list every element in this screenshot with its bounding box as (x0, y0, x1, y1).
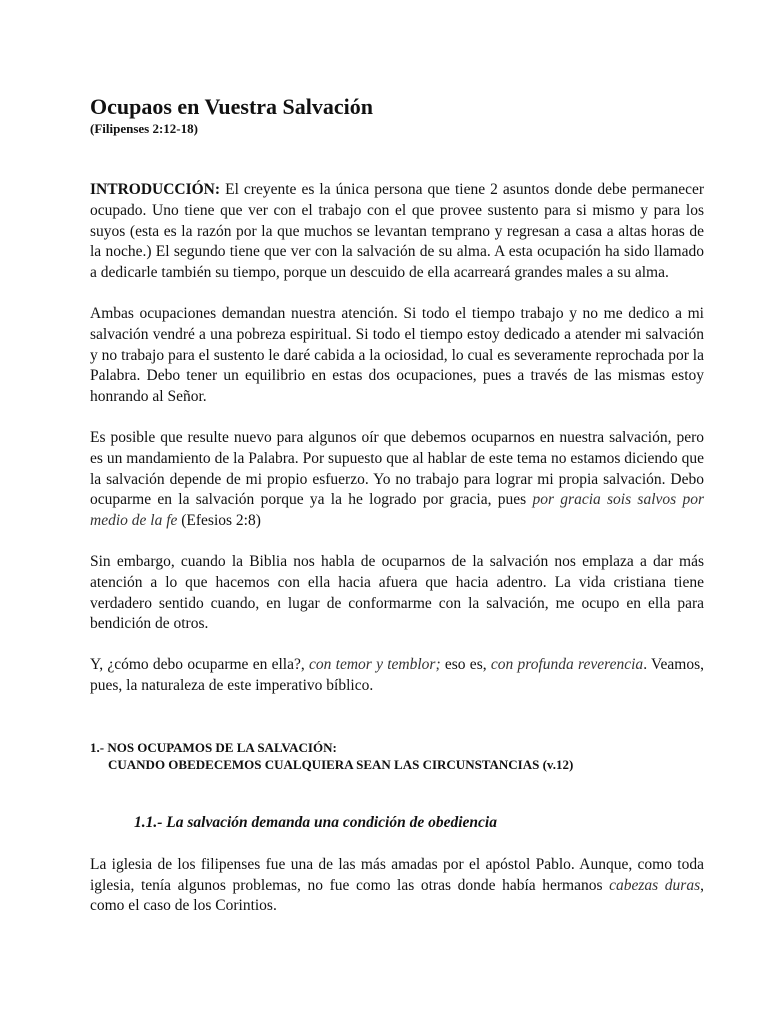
paragraph-5-a: Y, ¿cómo debo ocuparme en ella?, (90, 656, 309, 674)
document-body (90, 94, 704, 937)
paragraph-6-quote: cabezas duras (609, 876, 701, 894)
paragraph-5 (90, 655, 704, 697)
subsection-heading: 1.1.- La salvación demanda una condición de obediencia (134, 813, 497, 831)
paragraph-5-quote-1: con temor y temblor; (309, 656, 441, 674)
paragraph-3 (90, 428, 704, 532)
intro-text: El creyente es la única persona que tiene 2 asuntos donde debe permanecer ocupado. Uno tiene que ver con el trabajo con el que provee sustento para si mismo y para los suyos (esta es la razón por la que muchos se levantan temprano y regresan a casa a altas horas de la noche.) El segundo tiene que ver con la salvación de su alma. A esta ocupación ha sido llamado a dedicarle también su tiempo, porque un descuido de ella acarreará grandes males a su alma. (90, 181, 704, 282)
intro-label: INTRODUCCIÓN: (90, 181, 221, 198)
paragraph-5-quote-2: con profunda reverencia (490, 656, 644, 674)
paragraph-5-b: eso es, (440, 656, 491, 674)
paragraph-2: Ambas ocupaciones demandan nuestra atención. Si todo el tiempo trabajo y no me dedico a mi salvación vendré a una pobreza espiritual. Si todo el tiempo estoy dedicado a atender mi salvación y no trabajo para el sustento le daré cabida a la ociosidad, lo cual es severamente reprochada por la Palabra. Debo tener un equilibrio en estas dos ocupaciones, pues a través de las mismas estoy honrando al Señor. (90, 304, 704, 406)
paragraph-5-c: . Veamos, pues, la naturaleza de este imperativo bíblico. (90, 656, 704, 694)
section-heading-line-2: CUANDO OBEDECEMOS CUALQUIERA SEAN LAS CIRCUNSTANCIAS (v.12) (108, 756, 574, 772)
paragraph-3-ref: (Efesios 2:8) (177, 512, 261, 530)
section-heading-line-1: 1.- NOS OCUPAMOS DE LA SALVACIÓN: (90, 739, 337, 755)
page-title: Ocupaos en Vuestra Salvación (90, 94, 373, 119)
paragraph-6-end: , como el caso de los Corintios. (90, 876, 704, 915)
paragraph-6-text: La iglesia de los filipenses fue una de las más amadas por el apóstol Pablo. Aunque, como toda iglesia, tenía algunos problemas, no fue como las otras donde había hermanos (90, 855, 704, 894)
paragraph-6 (90, 855, 704, 917)
paragraph-4: Sin embargo, cuando la Biblia nos habla de ocuparnos de la salvación nos emplaza a dar más atención a lo que hacemos con ella hacia afuera que hacia adentro. La vida cristiana tiene verdadero sentido cuando, en lugar de conformarme con la salvación, me ocupo en ella para bendición de otros. (90, 552, 704, 633)
paragraph-3-quote: por gracia sois salvos por medio de la fe (90, 491, 704, 530)
intro-paragraph (90, 180, 704, 284)
scripture-reference: (Filipenses 2:12-18) (90, 121, 198, 136)
paragraph-3-text: Es posible que resulte nuevo para algunos oír que debemos ocuparnos en nuestra salvación, pero es un mandamiento de la Palabra. Por supuesto que al hablar de este tema no estamos diciendo que la salvación depende de mi propio esfuerzo. Yo no trabajo para lograr mi propia salvación. Debo ocuparme en la salvación porque ya la he logrado por gracia, pues (90, 428, 704, 509)
section-heading-1 (90, 739, 704, 773)
